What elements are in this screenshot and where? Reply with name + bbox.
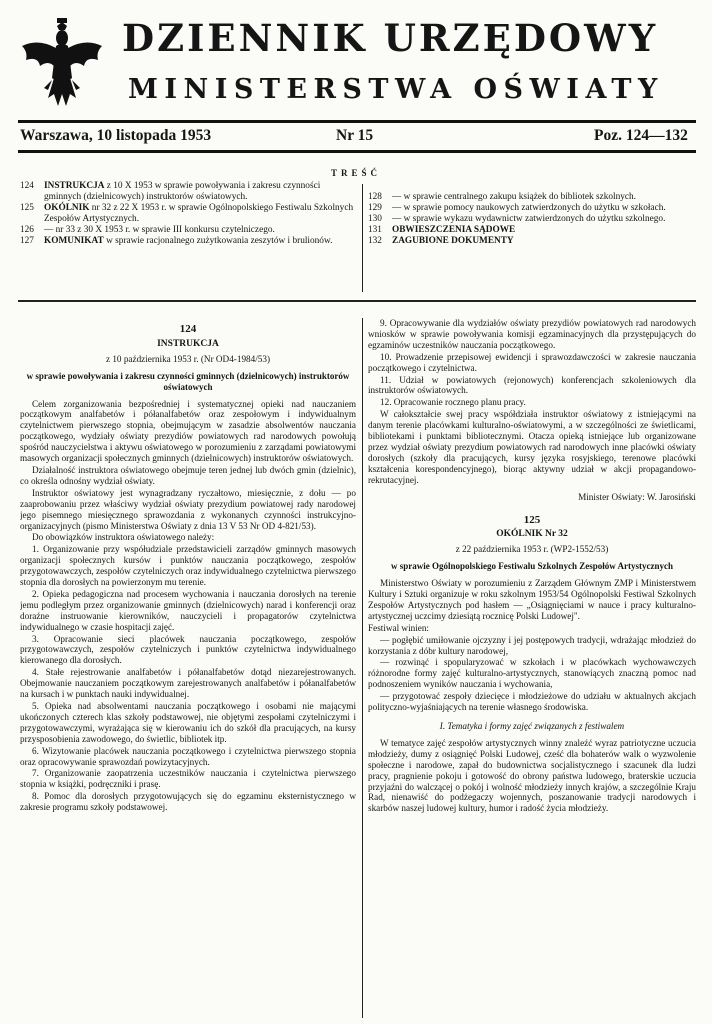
paragraph: Do obowiązków instruktora oświatowego należy: [32, 532, 215, 543]
article-subject: w sprawie Ogólnopolskiego Festiwalu Szkolnych Zespołów Artystycznych [390, 561, 673, 572]
contents-heading: TREŚĆ [330, 168, 381, 178]
paragraph: Instruktor oświatowy jest wynagradzany ryczałtowo, miesięcznie, z dołu — po zaaprobowaniu przez właściwy wydział oświaty prezydium powiatowej rady narodowej jego pisemnego miesięcznego sprawozdania z wykonanych czynności instrukcyjno-organizacyjnych (pismo Ministerstwa Oświaty z dnia 13 V 53 Nr OD 4-821/53). [20, 487, 356, 531]
eagle-emblem-icon [18, 16, 106, 116]
masthead-rule-bottom [18, 150, 696, 153]
masthead-rule-top [18, 120, 696, 123]
issue-positions: Poz. 124—132 [594, 127, 688, 144]
toc-item: 129 — w sprawie pomocy naukowych zatwierdzonych do użytku w szkołach. [368, 203, 666, 213]
article-title: INSTRUKCJA [157, 338, 219, 349]
paragraph: — przygotować zespoły dziecięce i młodzieżowe do udziału w aktualnych akcjach polityczno-wyjaśniających na terenie własnego środowiska. [368, 691, 696, 713]
toc-item: 125 OKÓLNIK nr 32 z 22 X 1953 r. w sprawie Ogólnopolskiego Festiwalu Szkolnych Zespołów Artystycznych. [20, 203, 354, 224]
article-125 [368, 318, 696, 1018]
article-date: z 22 października 1953 r. (WP2-1552/53) [455, 544, 609, 555]
contents-right [368, 192, 696, 247]
paragraph: 10. Prowadzenie przepisowej ewidencji i sprawozdawczości w zakresie nauczania początkowego i czytelnictwa. [368, 351, 696, 373]
article-number: 125 [523, 513, 541, 526]
paragraph: 1. Organizowanie przy współudziale przedstawicieli zarządów gminnych masowych organizacji społecznych kursów i punktów nauczania początkowego, zespołów przygotowawczych, zespołów czytelniczych oraz indywidualnego czytelnictwa pierwszego stopnia dla dorosłych na powierzonym mu terenie. [20, 544, 356, 588]
article-title: OKÓLNIK Nr 32 [496, 529, 568, 540]
toc-item: 131 OBWIESZCZENIA SĄDOWE [368, 225, 516, 235]
column-divider [362, 318, 363, 1018]
toc-item: 127 KOMUNIKAT w sprawie racjonalnego zużytkowania zeszytów i brulionów. [20, 236, 333, 246]
toc-item: 126 — nr 33 z 30 X 1953 r. w sprawie III konkursu czytelniczego. [20, 225, 275, 235]
article-124 [20, 318, 356, 1018]
paragraph: Działalność instruktora oświatowego obejmuje teren jednej lub dwóch gmin (dzielnic), co określa odnośny wydział oświaty. [20, 464, 356, 486]
paragraph: 9. Opracowywanie dla wydziałów oświaty prezydiów powiatowych rad narodowych wniosków w sprawie powoływania komisji egzaminacyjnych dla przystępujących do egzaminów uczestników nauczania początkowego. [368, 318, 696, 350]
paragraph: 2. Opieka pedagogiczna nad procesem wychowania i nauczania dorosłych na terenie jemu podległym przez organizowanie gminnych (dzielnicowych) narad i konferencji oraz doraźne instruowanie kierowników, nauczycieli i propagatorów czytelnictwa indywidualnego w czasie hospitacji zajęć. [20, 588, 356, 632]
paragraph: 8. Pomoc dla dorosłych przygotowujących się do egzaminu eksternistycznego w zakresie programu szkoły podstawowej. [20, 791, 356, 813]
paragraph: 11. Udział w powiatowych (rejonowych) konferencjach szkoleniowych dla instruktorów oświatowych. [368, 374, 696, 396]
paragraph: 12. Opracowanie rocznego planu pracy. [380, 397, 526, 408]
toc-item: 128 — w sprawie centralnego zakupu książek do bibliotek szkolnych. [368, 192, 636, 202]
paragraph: Festiwal winien: [368, 622, 429, 633]
masthead-subtitle: MINISTERSTWA OŚWIATY [128, 74, 664, 105]
paragraph: — pogłębić umiłowanie ojczyzny i jej postępowych tradycji, wdrażając młodzież do korzystania z dóbr kultury narodowej, [368, 634, 696, 656]
paragraph: — rozwinąć i spopularyzować w szkołach i w placówkach wychowawczych różnorodne formy zajęć kulturalno-artystycznych, stanowiących znaczną pomoc nad podnoszeniem wyników nauczania i wychowania, [368, 657, 696, 690]
paragraph: W tematyce zajęć zespołów artystycznych winny znaleźć wyraz patriotyczne uczucia młodzieży, dumy z osiągnięć Polski Ludowej, cześć dla bohaterów walk o wyzwolenie społeczne i narodowe, zapał do budownictwa socjalistycznego i szacunek dla ludzi pracy, pragnienie pokoju i gotowość do obrony państwa ludowego, braterskie uczucia przyjaźni do walczącej o pokój i wolność młodzieży innych krajów, a szczególnie Kraju Rad, nienawiść do podżegaczy wojennych, poszanowanie tradycji narodowych i skarbów naszej ludowej kultury, humor i radość życia młodzieży. [368, 737, 696, 814]
article-date: z 10 października 1953 r. (Nr OD4-1984/53) [105, 353, 271, 364]
paragraph: Celem zorganizowania bezpośredniej i systematycznej opieki nad nauczaniem początkowym analfabetów i półanalfabetów oraz zespołowym i indywidualnym czytelnictwem pierwszego stopnia, obejmującym w zasadzie absolwentów nauczania początkowego, wydziały oświaty prezydiów powiatowych rad narodowych powołują spośród nauczycielstwa i aktywu oświatowego w porozumieniu z zarządami powiatowymi masowych organizacji społecznych gminnych (dzielnicowych) instruktorów oświatowych. [20, 398, 356, 464]
issue-number: Nr 15 [336, 127, 374, 144]
paragraph: Ministerstwo Oświaty w porozumieniu z Zarządem Głównym ZMP i Ministerstwem Kultury i Sztuki organizuje w roku szkolnym 1953/54 Ogólnopolski Festiwal Szkolnych Zespołów Artystycznych pod hasłem — „Osiągnięciami w nauce i pracy kulturalno-artystycznej uczcimy dziesiątą rocznicę Polski Ludowej". [368, 578, 696, 621]
contents-left [20, 181, 356, 247]
masthead-title: DZIENNIK URZĘDOWY [122, 16, 659, 60]
contents-divider [362, 184, 363, 292]
issue-date: Warszawa, 10 listopada 1953 [20, 127, 212, 144]
signature: Minister Oświaty: W. Jarosiński [578, 491, 696, 502]
toc-item: 124 INSTRUKCJA z 10 X 1953 w sprawie powoływania i zakresu czynności gminnych (dzielnicowych) instruktorów oświatowych. [20, 181, 321, 202]
section-heading: I. Tematyka i formy zajęć związanych z festiwalem [439, 721, 625, 731]
article-subject: w sprawie powoływania i zakresu czynności gminnych (dzielnicowych) instruktorów oświatowych [26, 370, 350, 392]
contents-rule [18, 300, 696, 302]
article-number: 124 [179, 323, 197, 335]
paragraph: 4. Stałe rejestrowanie analfabetów i półanalfabetów dotąd niezarejestrowanych. Obejmowanie nauczaniem początkowym zarejestrowanych analfabetów i półanalfabetów na kursach i w punktach nauki indywidualnej. [20, 667, 356, 700]
paragraph: 6. Wizytowanie placówek nauczania początkowego i czytelnictwa pierwszego stopnia oraz opracowywanie sprawozdań powizytacyjnych. [20, 745, 356, 767]
paragraph: 3. Opracowanie sieci placówek nauczania początkowego, zespołów przygotowawczych, zespołów czytelniczych i punktów czytelnictwa indywidualnego kierowanego dla dorosłych. [20, 633, 356, 666]
paragraph: W całokształcie swej pracy współdziała instruktor oświatowy z istniejącymi na danym terenie placówkami kulturalno-oświatowymi, a w szczególności ze świetlicami, bibliotekami i punktami bibliotecznymi. Otacza opieką istniejące lub organizowane przez wydział oświaty prezydium powiatowych rad narodowych inne placówki oświaty dorosłych (szkoły dla pracujących, kursy języka rosyjskiego, terenowe placówki kształcenia korespondencyjnego), biorąc aktywny udział w akcji propagandowo-rekrutacyjnej. [368, 409, 696, 485]
paragraph: 7. Organizowanie zaopatrzenia uczestników nauczania i czytelnictwa pierwszego stopnia w książki, podręczniki i prasę. [20, 768, 356, 790]
toc-item: 132 ZAGUBIONE DOKUMENTY [368, 236, 514, 246]
paragraph: 5. Opieka nad absolwentami nauczania początkowego i osobami nie mającymi ukończonych czterech klas szkoły podstawowej, nie objętymi zespołami czytelniczymi i przygotowawczymi, wyrażająca się w kierowaniu ich do szkół dla pracujących, na kursy przysposobienia zawodowego, do świetlic, bibliotek itp. [20, 701, 356, 744]
toc-item: 130 — w sprawie wykazu wydawnictw zatwierdzonych do użytku szkolnego. [368, 214, 666, 224]
